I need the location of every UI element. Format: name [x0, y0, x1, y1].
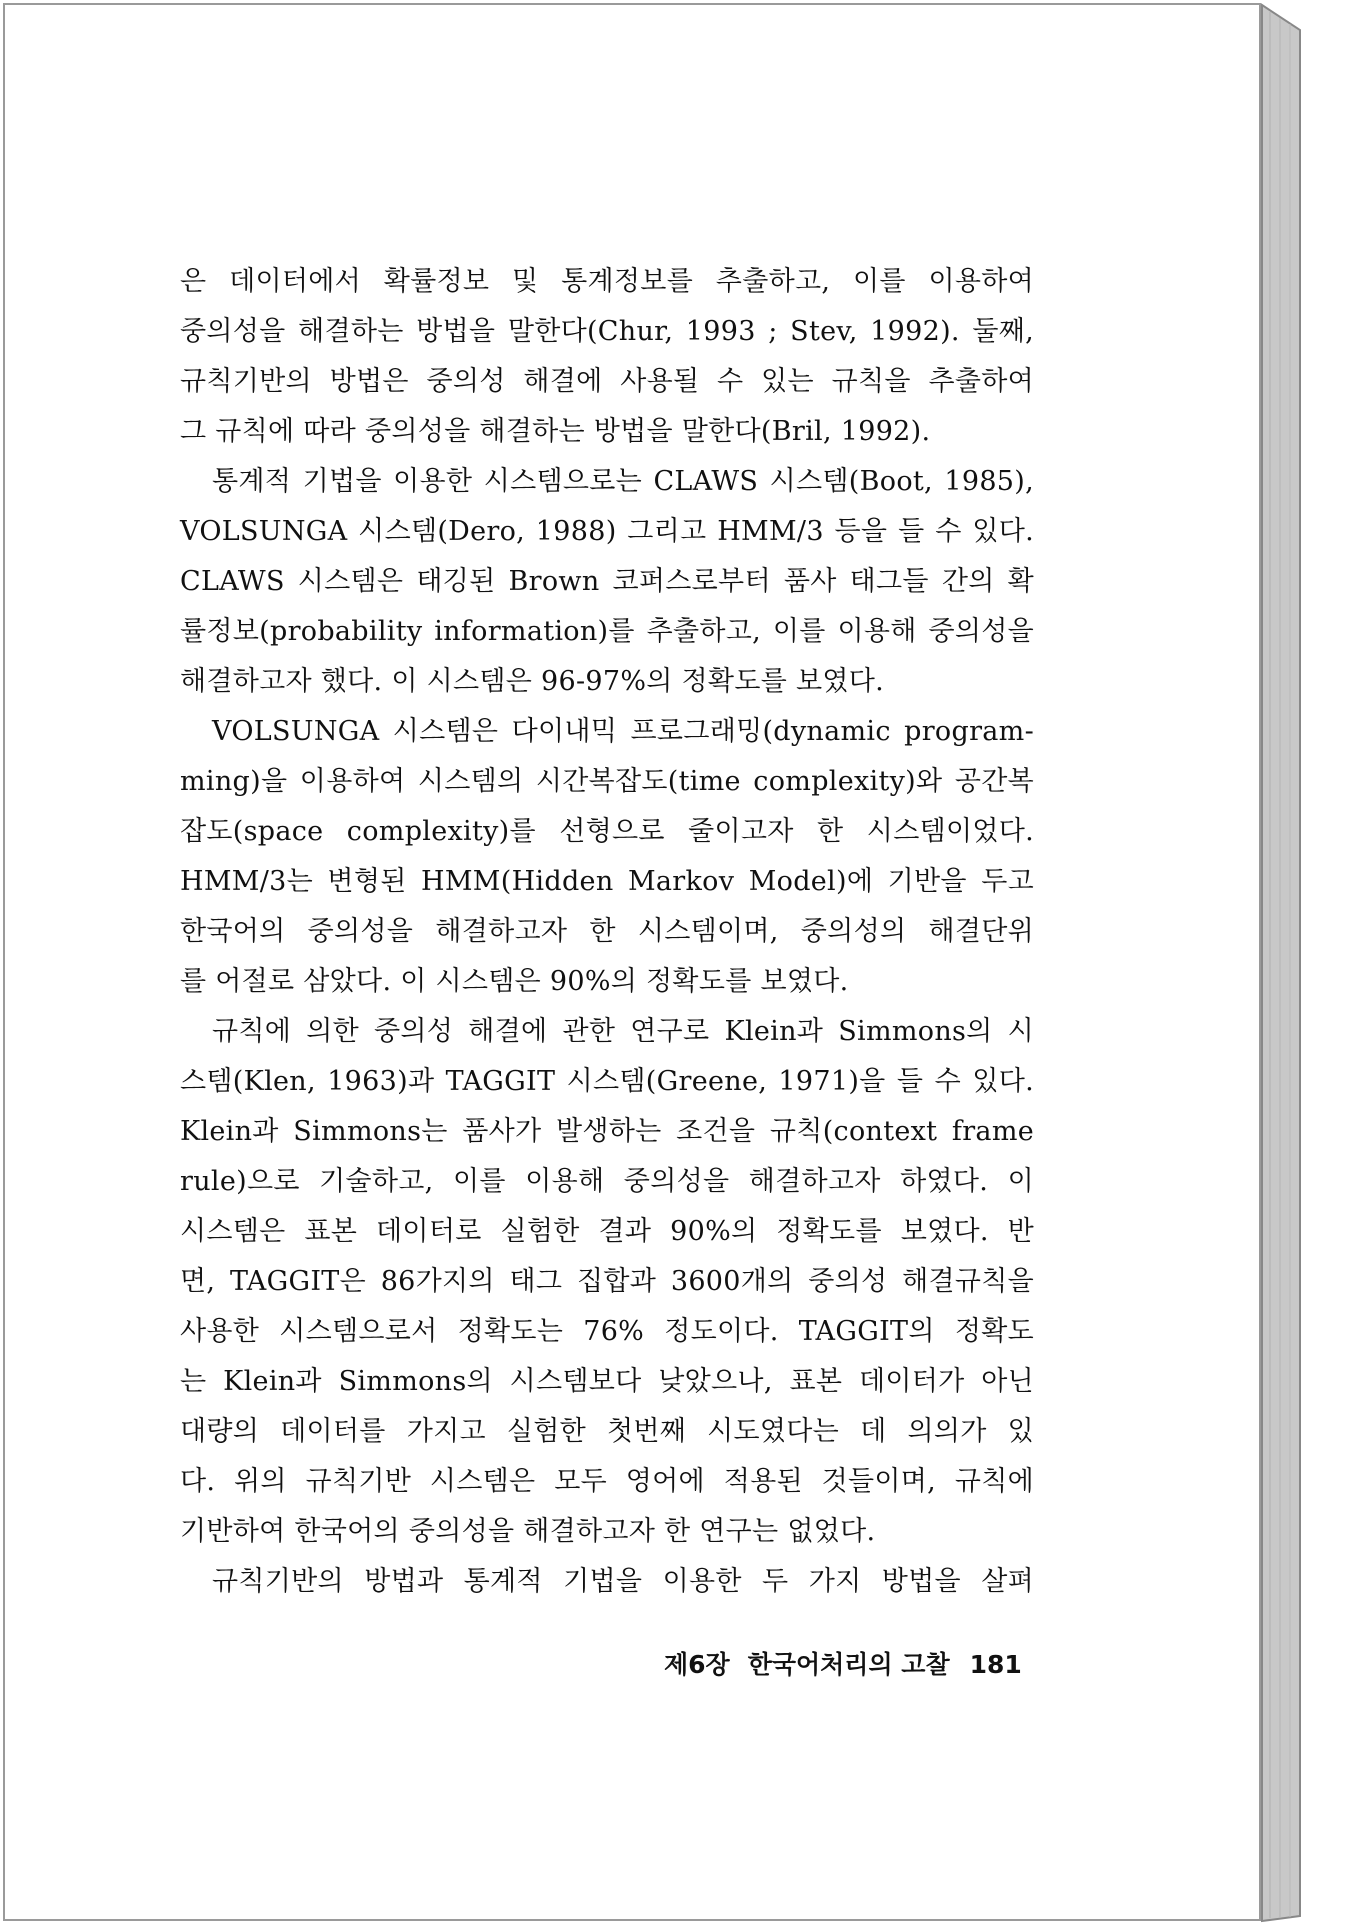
- running-footer: [664, 1645, 1022, 1685]
- text-line: 그 규칙에 따라 중의성을 해결하는 방법을 말한다(Bril, 1992).: [180, 416, 931, 447]
- text-line: 다. 위의 규칙기반 시스템은 모두 영어에 적용된 것들이며, 규칙에: [180, 1466, 1034, 1497]
- text-line: 기반하여 한국어의 중의성을 해결하고자 한 연구는 없었다.: [180, 1516, 876, 1547]
- text-line: ming)을 이용하여 시스템의 시간복잡도(time complexity)와 공간복: [180, 766, 1034, 797]
- text-line: 잡도(space complexity)를 선형으로 줄이고자 한 시스템이었다.: [180, 816, 1034, 847]
- text-line: VOLSUNGA 시스템(Dero, 1988) 그리고 HMM/3 등을 들 수 있다.: [180, 516, 1034, 547]
- text-line: 규칙기반의 방법은 중의성 해결에 사용될 수 있는 규칙을 추출하여: [180, 366, 1034, 397]
- chapter-label: 제6장: [664, 1650, 730, 1679]
- text-line: 는 Klein과 Simmons의 시스템보다 낮았으나, 표본 데이터가 아닌: [180, 1366, 1034, 1397]
- chapter-title: 한국어처리의 고찰: [747, 1650, 950, 1679]
- text-line: 한국어의 중의성을 해결하고자 한 시스템이며, 중의성의 해결단위: [180, 916, 1034, 947]
- text-line: rule)으로 기술하고, 이를 이용해 중의성을 해결하고자 하였다. 이: [180, 1166, 1034, 1197]
- text-line: 면, TAGGIT은 86가지의 태그 집합과 3600개의 중의성 해결규칙을: [180, 1266, 1034, 1297]
- text-line: 률정보(probability information)를 추출하고, 이를 이용해 중의성을: [180, 616, 1034, 647]
- paragraph-first-line: 규칙에 의한 중의성 해결에 관한 연구로 Klein과 Simmons의 시: [212, 1016, 1034, 1047]
- text-line: 중의성을 해결하는 방법을 말한다(Chur, 1993 ; Stev, 1992). 둘째,: [180, 316, 1034, 347]
- text-line: 스템(Klen, 1963)과 TAGGIT 시스템(Greene, 1971)을 들 수 있다.: [180, 1066, 1034, 1097]
- text-line: 은 데이터에서 확률정보 및 통계정보를 추출하고, 이를 이용하여: [180, 266, 1034, 297]
- text-line: 대량의 데이터를 가지고 실험한 첫번째 시도였다는 데 의의가 있: [180, 1416, 1034, 1447]
- page-number: 181: [969, 1650, 1022, 1679]
- paragraph-first-line: 규칙기반의 방법과 통계적 기법을 이용한 두 가지 방법을 살펴: [212, 1566, 1034, 1597]
- text-line: 를 어절로 삼았다. 이 시스템은 90%의 정확도를 보였다.: [180, 966, 849, 997]
- text-line: 시스템은 표본 데이터로 실험한 결과 90%의 정확도를 보였다. 반: [180, 1216, 1034, 1247]
- text-line: 사용한 시스템으로서 정확도는 76% 정도이다. TAGGIT의 정확도: [180, 1316, 1034, 1347]
- paragraph-first-line: 통계적 기법을 이용한 시스템으로는 CLAWS 시스템(Boot, 1985),: [212, 466, 1034, 497]
- text-line: CLAWS 시스템은 태깅된 Brown 코퍼스로부터 품사 태그들 간의 확: [180, 566, 1034, 597]
- text-line: HMM/3는 변형된 HMM(Hidden Markov Model)에 기반을 두고: [180, 866, 1034, 897]
- text-line: Klein과 Simmons는 품사가 발생하는 조건을 규칙(context frame: [180, 1116, 1034, 1147]
- paragraph-first-line: VOLSUNGA 시스템은 다이내믹 프로그래밍(dynamic program-: [212, 716, 1034, 747]
- page-stack-side: [1262, 5, 1300, 1921]
- text-line: 해결하고자 했다. 이 시스템은 96-97%의 정확도를 보였다.: [180, 666, 884, 697]
